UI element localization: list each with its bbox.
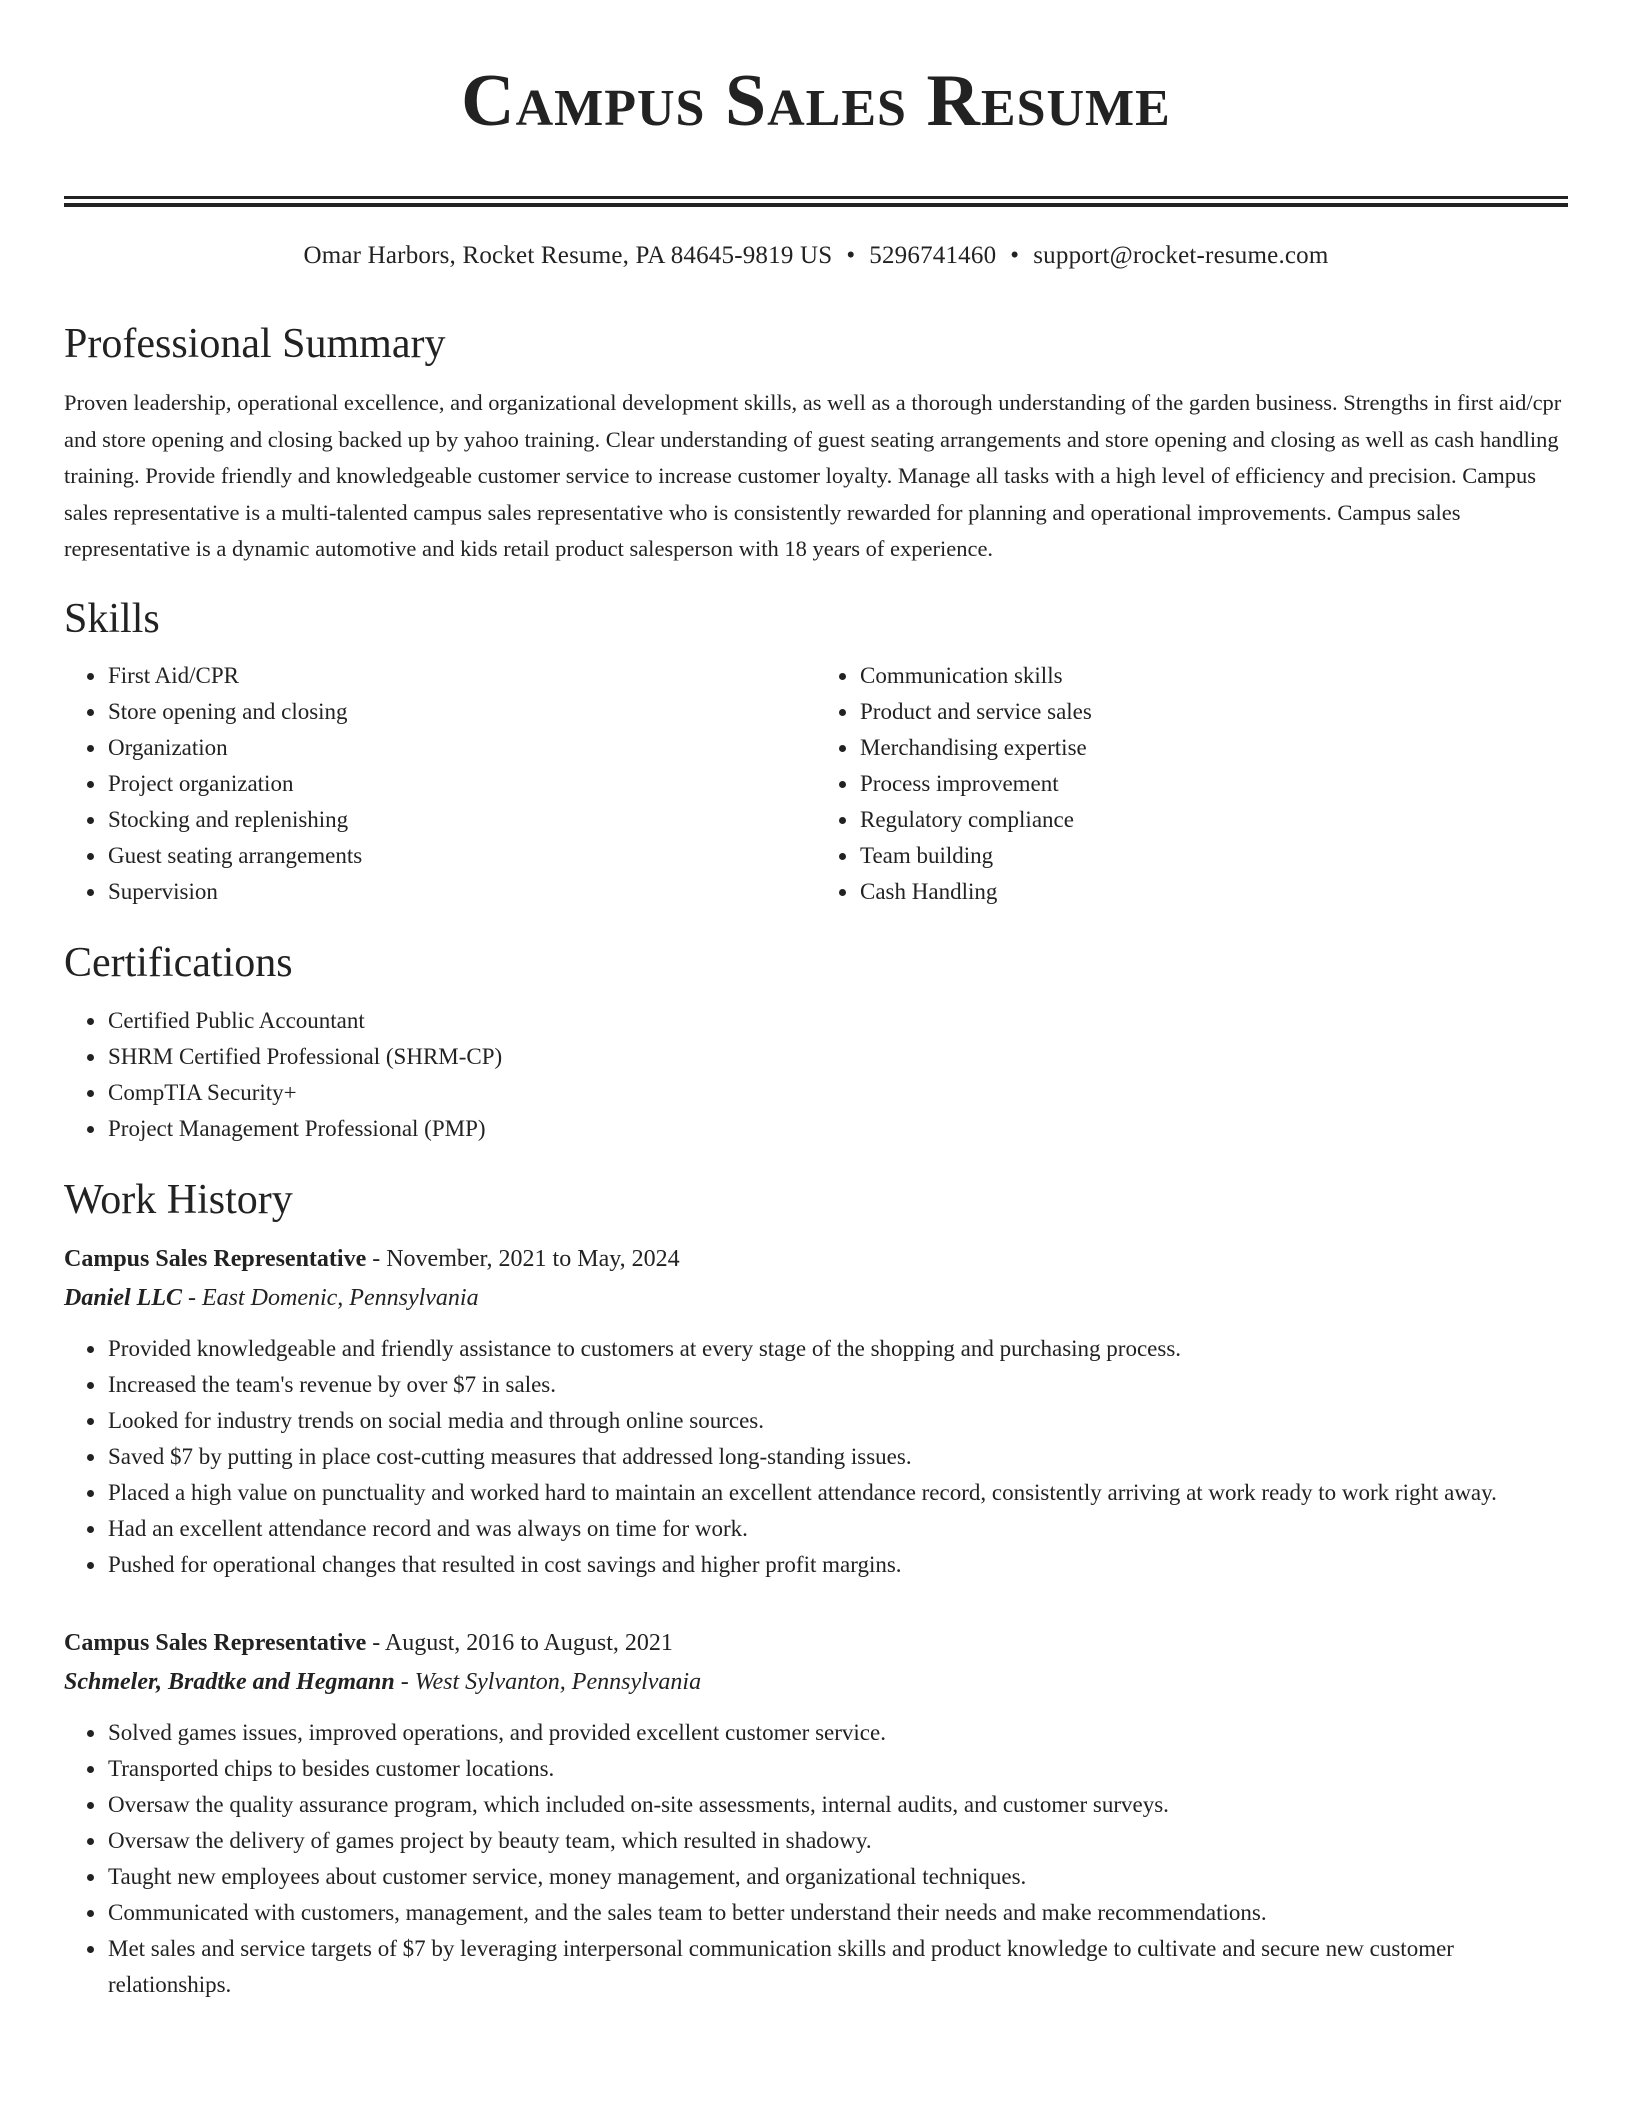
job-company: Schmeler, Bradtke and Hegmann [64, 1669, 395, 1696]
job-location: East Domenic, Pennsylvania [202, 1285, 479, 1312]
contact-email: support@rocket-resume.com [1033, 242, 1329, 269]
skill-item: • Cash Handling [859, 874, 1568, 910]
job-bullet: • Oversaw the delivery of games project by beauty team, which resulted in shadowy. [107, 1823, 1568, 1859]
skill-item: • Project organization [107, 766, 816, 802]
job-title-line: Campus Sales Representative - August, 2016 to August, 2021 [64, 1630, 673, 1657]
job-bullet: • Had an excellent attendance record and was always on time for work. [107, 1511, 1568, 1547]
certifications-list [64, 1003, 1568, 1147]
skill-item: • Team building [859, 838, 1568, 874]
certifications-heading: Certifications [64, 940, 293, 987]
job-entry [64, 1623, 1568, 2003]
skill-item: • Communication skills [859, 658, 1568, 694]
summary-text: Proven leadership, operational excellence, and organizational development skills, as well as a thorough understanding of the garden business. Strengths in first aid/cpr and store opening and closing backed up by yahoo training. Clear understanding of guest seating arrangements and store opening and closing as well as cash handling training. Provide friendly and knowledgeable customer service to increase customer loyalty. Manage all tasks with a high level of efficiency and precision. Campus sales representative is a multi-talented campus sales representative who is consistently rewarded for planning and operational improvements. Campus sales representative is a dynamic automotive and kids retail product salesperson with 18 years of experience. [64, 390, 1562, 562]
job-bullet: • Provided knowledgeable and friendly assistance to customers at every stage of the shopping and purchasing process. [107, 1331, 1568, 1367]
job-bullet: • Saved $7 by putting in place cost-cutting measures that addressed long-standing issues. [107, 1439, 1568, 1475]
job-company: Daniel LLC [64, 1285, 182, 1312]
title-divider [64, 196, 1568, 207]
job-bullet: • Looked for industry trends on social media and through online sources. [107, 1403, 1568, 1439]
contact-address: Omar Harbors, Rocket Resume, PA 84645-9819 US [303, 242, 833, 269]
certifications-section [64, 938, 1568, 1146]
skill-item: • Organization [107, 730, 816, 766]
job-bullets [64, 1715, 1568, 2003]
job-bullet: • Increased the team's revenue by over $7 in sales. [107, 1367, 1568, 1403]
skill-item: • Guest seating arrangements [107, 838, 816, 874]
job-location: West Sylvanton, Pennsylvania [414, 1669, 702, 1696]
job-dates: November, 2021 to May, 2024 [386, 1246, 680, 1273]
contact-separator: • [1010, 242, 1020, 269]
work-history-section [64, 1175, 1568, 2003]
job-dates: August, 2016 to August, 2021 [384, 1630, 673, 1657]
job-bullet: • Placed a high value on punctuality and worked hard to maintain an excellent attendance record, consistently arriving at work ready to work right away. [107, 1475, 1568, 1511]
contact-phone: 5296741460 [869, 242, 997, 269]
job-bullet: • Taught new employees about customer service, money management, and organizational techniques. [107, 1859, 1568, 1895]
summary-heading: Professional Summary [64, 321, 446, 367]
skill-item: • Merchandising expertise [859, 730, 1568, 766]
job-entry [64, 1239, 1568, 1583]
skill-item: • Stocking and replenishing [107, 802, 816, 838]
skills-columns [64, 658, 1568, 910]
job-bullet: • Solved games issues, improved operations, and provided excellent customer service. [107, 1715, 1568, 1751]
contact-separator: • [846, 242, 856, 269]
skill-item: • Store opening and closing [107, 694, 816, 730]
skills-list-left [64, 658, 816, 910]
skill-item: • Product and service sales [859, 694, 1568, 730]
job-bullet: • Met sales and service targets of $7 by leveraging interpersonal communication skills and product knowledge to cultivate and secure new customer relationships. [107, 1931, 1568, 2003]
skills-heading: Skills [64, 595, 160, 642]
skills-section [64, 594, 1568, 910]
job-bullet: • Pushed for operational changes that resulted in cost savings and higher profit margins. [107, 1547, 1568, 1583]
job-title-line: Campus Sales Representative - November, 2021 to May, 2024 [64, 1246, 680, 1273]
job-company-line: Schmeler, Bradtke and Hegmann - West Sylvanton, Pennsylvania [64, 1669, 702, 1696]
certification-item: • CompTIA Security+ [107, 1075, 1568, 1111]
skill-item: • Regulatory compliance [859, 802, 1568, 838]
job-company-line: Daniel LLC - East Domenic, Pennsylvania [64, 1285, 479, 1312]
job-bullet: • Transported chips to besides customer locations. [107, 1751, 1568, 1787]
job-role: Campus Sales Representative [64, 1630, 367, 1657]
resume-title: Campus Sales Resume [461, 60, 1171, 142]
contact-line [64, 241, 1568, 271]
job-role: Campus Sales Representative [64, 1246, 367, 1273]
summary-section [64, 319, 1568, 568]
certification-item: • SHRM Certified Professional (SHRM-CP) [107, 1039, 1568, 1075]
job-bullet: • Communicated with customers, management, and the sales team to better understand their needs and make recommendations. [107, 1895, 1568, 1931]
work-history-heading: Work History [64, 1176, 293, 1223]
skill-item: • Process improvement [859, 766, 1568, 802]
certification-item: • Project Management Professional (PMP) [107, 1111, 1568, 1147]
skill-item: • First Aid/CPR [107, 658, 816, 694]
skills-list-right [816, 658, 1568, 910]
job-bullets [64, 1331, 1568, 1583]
skill-item: • Supervision [107, 874, 816, 910]
certification-item: • Certified Public Accountant [107, 1003, 1568, 1039]
job-bullet: • Oversaw the quality assurance program, which included on-site assessments, internal audits, and customer surveys. [107, 1787, 1568, 1823]
